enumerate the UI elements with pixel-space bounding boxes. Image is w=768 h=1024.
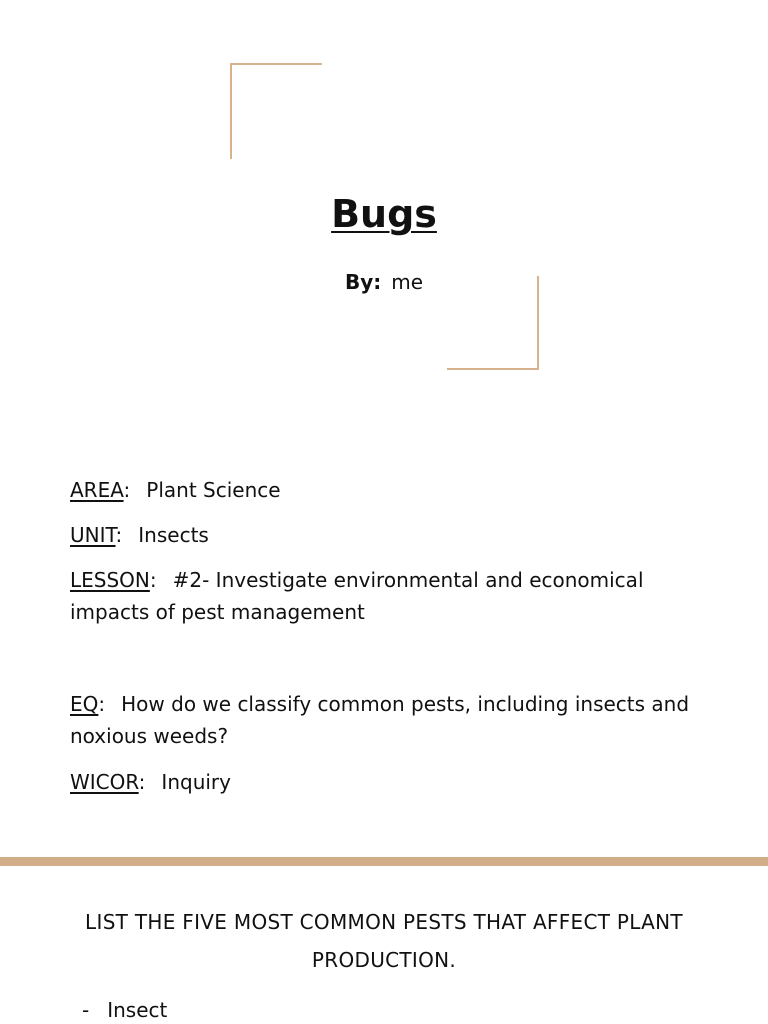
byline-value: me <box>391 270 424 294</box>
slide-heading: LIST THE FIVE MOST COMMON PESTS THAT AFFECT PLANT PRODUCTION. <box>85 910 683 972</box>
field-key: LESSON <box>70 568 150 592</box>
field-key: WICOR <box>70 770 139 794</box>
field-value: Plant Science <box>146 478 281 502</box>
list-item-text: Insect <box>107 998 168 1022</box>
list-item: - Insect <box>82 998 168 1022</box>
document-title: Bugs <box>331 192 437 236</box>
slide-divider <box>0 857 768 866</box>
byline-label: By: <box>344 270 382 294</box>
field-key: EQ <box>70 692 99 716</box>
field-unit: UNIT: Insects <box>70 523 209 547</box>
corner-bracket-top-left <box>230 63 322 159</box>
field-value: Insects <box>138 523 209 547</box>
field-eq: EQ: How do we classify common pests, including insects and noxious weeds? <box>70 692 690 748</box>
field-value: How do we classify common pests, including insects and noxious weeds? <box>70 692 690 748</box>
field-area: AREA: Plant Science <box>70 478 281 502</box>
field-lesson: LESSON: #2- Investigate environmental and economical impacts of pest management <box>70 568 644 624</box>
field-value: Inquiry <box>161 770 231 794</box>
field-wicor: WICOR: Inquiry <box>70 770 231 794</box>
byline <box>0 270 768 294</box>
field-value: #2- Investigate environmental and economical impacts of pest management <box>70 568 644 624</box>
field-key: UNIT <box>70 523 116 547</box>
field-key: AREA <box>70 478 124 502</box>
